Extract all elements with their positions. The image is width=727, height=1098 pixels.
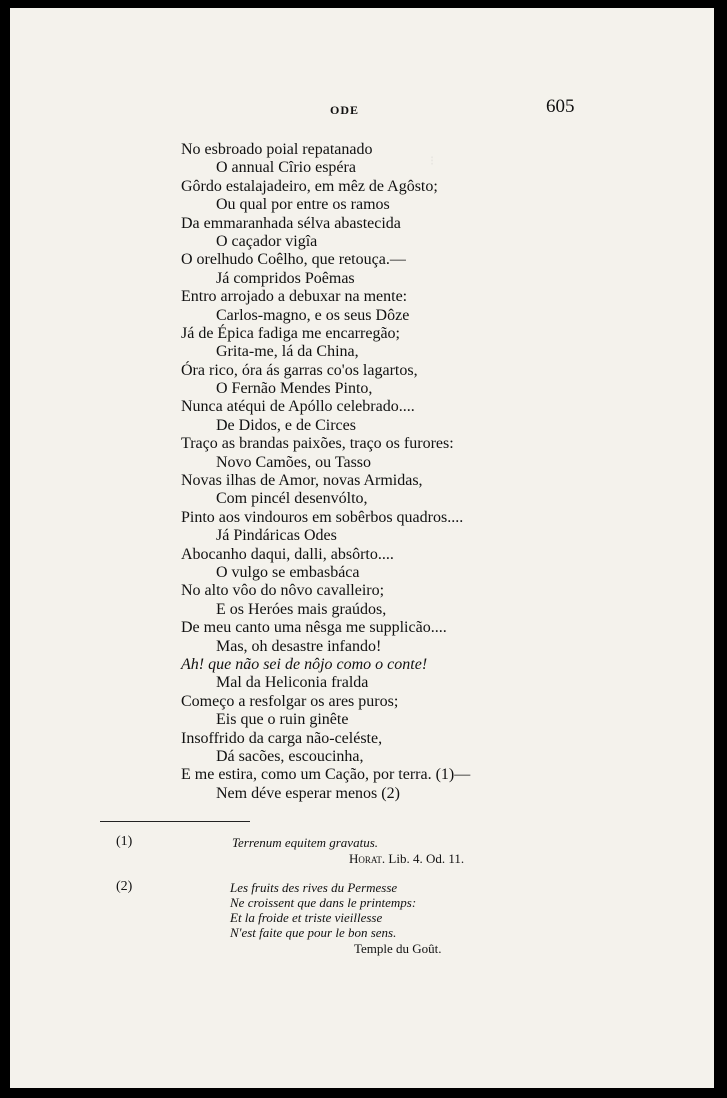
poem-line: Novo Camões, ou Tasso [216,453,372,471]
poem-line: Carlos-magno, e os seus Dôze [216,306,410,324]
footnote-2-mark: (2) [116,879,133,894]
footnote-1-source [349,851,464,866]
poem-line: Pinto aos vindouros em sobêrbos quadros.... [181,508,464,526]
poem-line: Entro arrojado a debuxar na mente: [181,288,408,306]
poem-line: Já de Épica fadiga me encarregão; [181,324,400,342]
footnote-1-reference: Lib. 4. Od. 11. [388,851,465,866]
poem-line: Já compridos Poêmas [216,269,355,287]
poem-line: O vulgo se embasbáca [216,563,360,581]
poem-line: De Didos, e de Circes [216,416,356,434]
footnote-2-source: Temple du Goût. [354,941,442,956]
poem-line: Grita-me, lá da China, [216,343,359,361]
poem-line: Eis que o ruin ginête [216,711,349,729]
poem-line: Nem déve esperar menos (2) [216,784,400,802]
footnote-1-mark: (1) [116,834,133,849]
footnote-divider [100,821,250,822]
poem-line: O Fernão Mendes Pinto, [216,380,373,398]
poem-line: Ou qual por entre os ramos [216,196,390,214]
poem-line: Insoffrido da carga não-celéste, [181,729,383,747]
poem-line: De meu canto uma nêsga me supplicão.... [181,619,447,637]
poem-line: O annual Cîrio espéra [216,159,356,177]
poem-line: Da emmaranhada sélva abastecida [181,214,401,232]
bleed-through-mark: ⁝ [430,153,435,168]
poem-line: Mal da Heliconia fralda [216,674,369,692]
poem-line: O orelhudo Coêlho, que retouça.— [181,251,406,269]
poem-line: O caçador vigîa [216,232,318,250]
page-number: 605 [546,96,575,117]
poem-line: Traço as brandas paixões, traço os furores: [181,435,454,453]
poem-line: Gôrdo estalajadeiro, em mêz de Agôsto; [181,177,438,195]
running-head-title: ODE [330,103,360,117]
poem-line: Novas ilhas de Amor, novas Armidas, [181,472,423,490]
poem-line: Abocanho daqui, dalli, absôrto.... [181,545,394,563]
footnote-1-quote: Terrenum equitem gravatus. [232,835,379,850]
poem-line: Ah! que não sei de nôjo como o conte! [181,655,428,673]
footnote-2-line: N'est faite que pour le bon sens. [230,925,397,940]
poem-body [181,141,701,803]
poem-line: No alto vôo do nôvo cavalleiro; [181,582,385,600]
poem-line: Começo a resfolgar os ares puros; [181,692,399,710]
footnote-1-author: Horat. [349,851,386,866]
poem-line: E me estira, como um Cação, por terra. (1)— [181,766,471,784]
footnote-2-line: Et la froide et triste vieillesse [230,910,383,925]
poem-line: Dá sacões, escoucinha, [216,747,364,765]
poem-line: No esbroado poial repatanado [181,141,373,158]
poem-line: Nunca atéqui de Apóllo celebrado.... [181,398,415,416]
poem-line: Mas, oh desastre infando! [216,637,382,655]
footnote-2-line: Les fruits des rives du Permesse [230,880,398,895]
footnote-2-line: Ne croissent que dans le printemps: [230,895,417,910]
poem-line: Já Pindáricas Odes [216,527,337,545]
book-page [10,8,714,1088]
poem-line: E os Heróes mais graúdos, [216,600,387,618]
poem-line: Com pincél desenvólto, [216,490,368,508]
poem-line: Óra rico, óra ás garras co'os lagartos, [181,361,418,379]
